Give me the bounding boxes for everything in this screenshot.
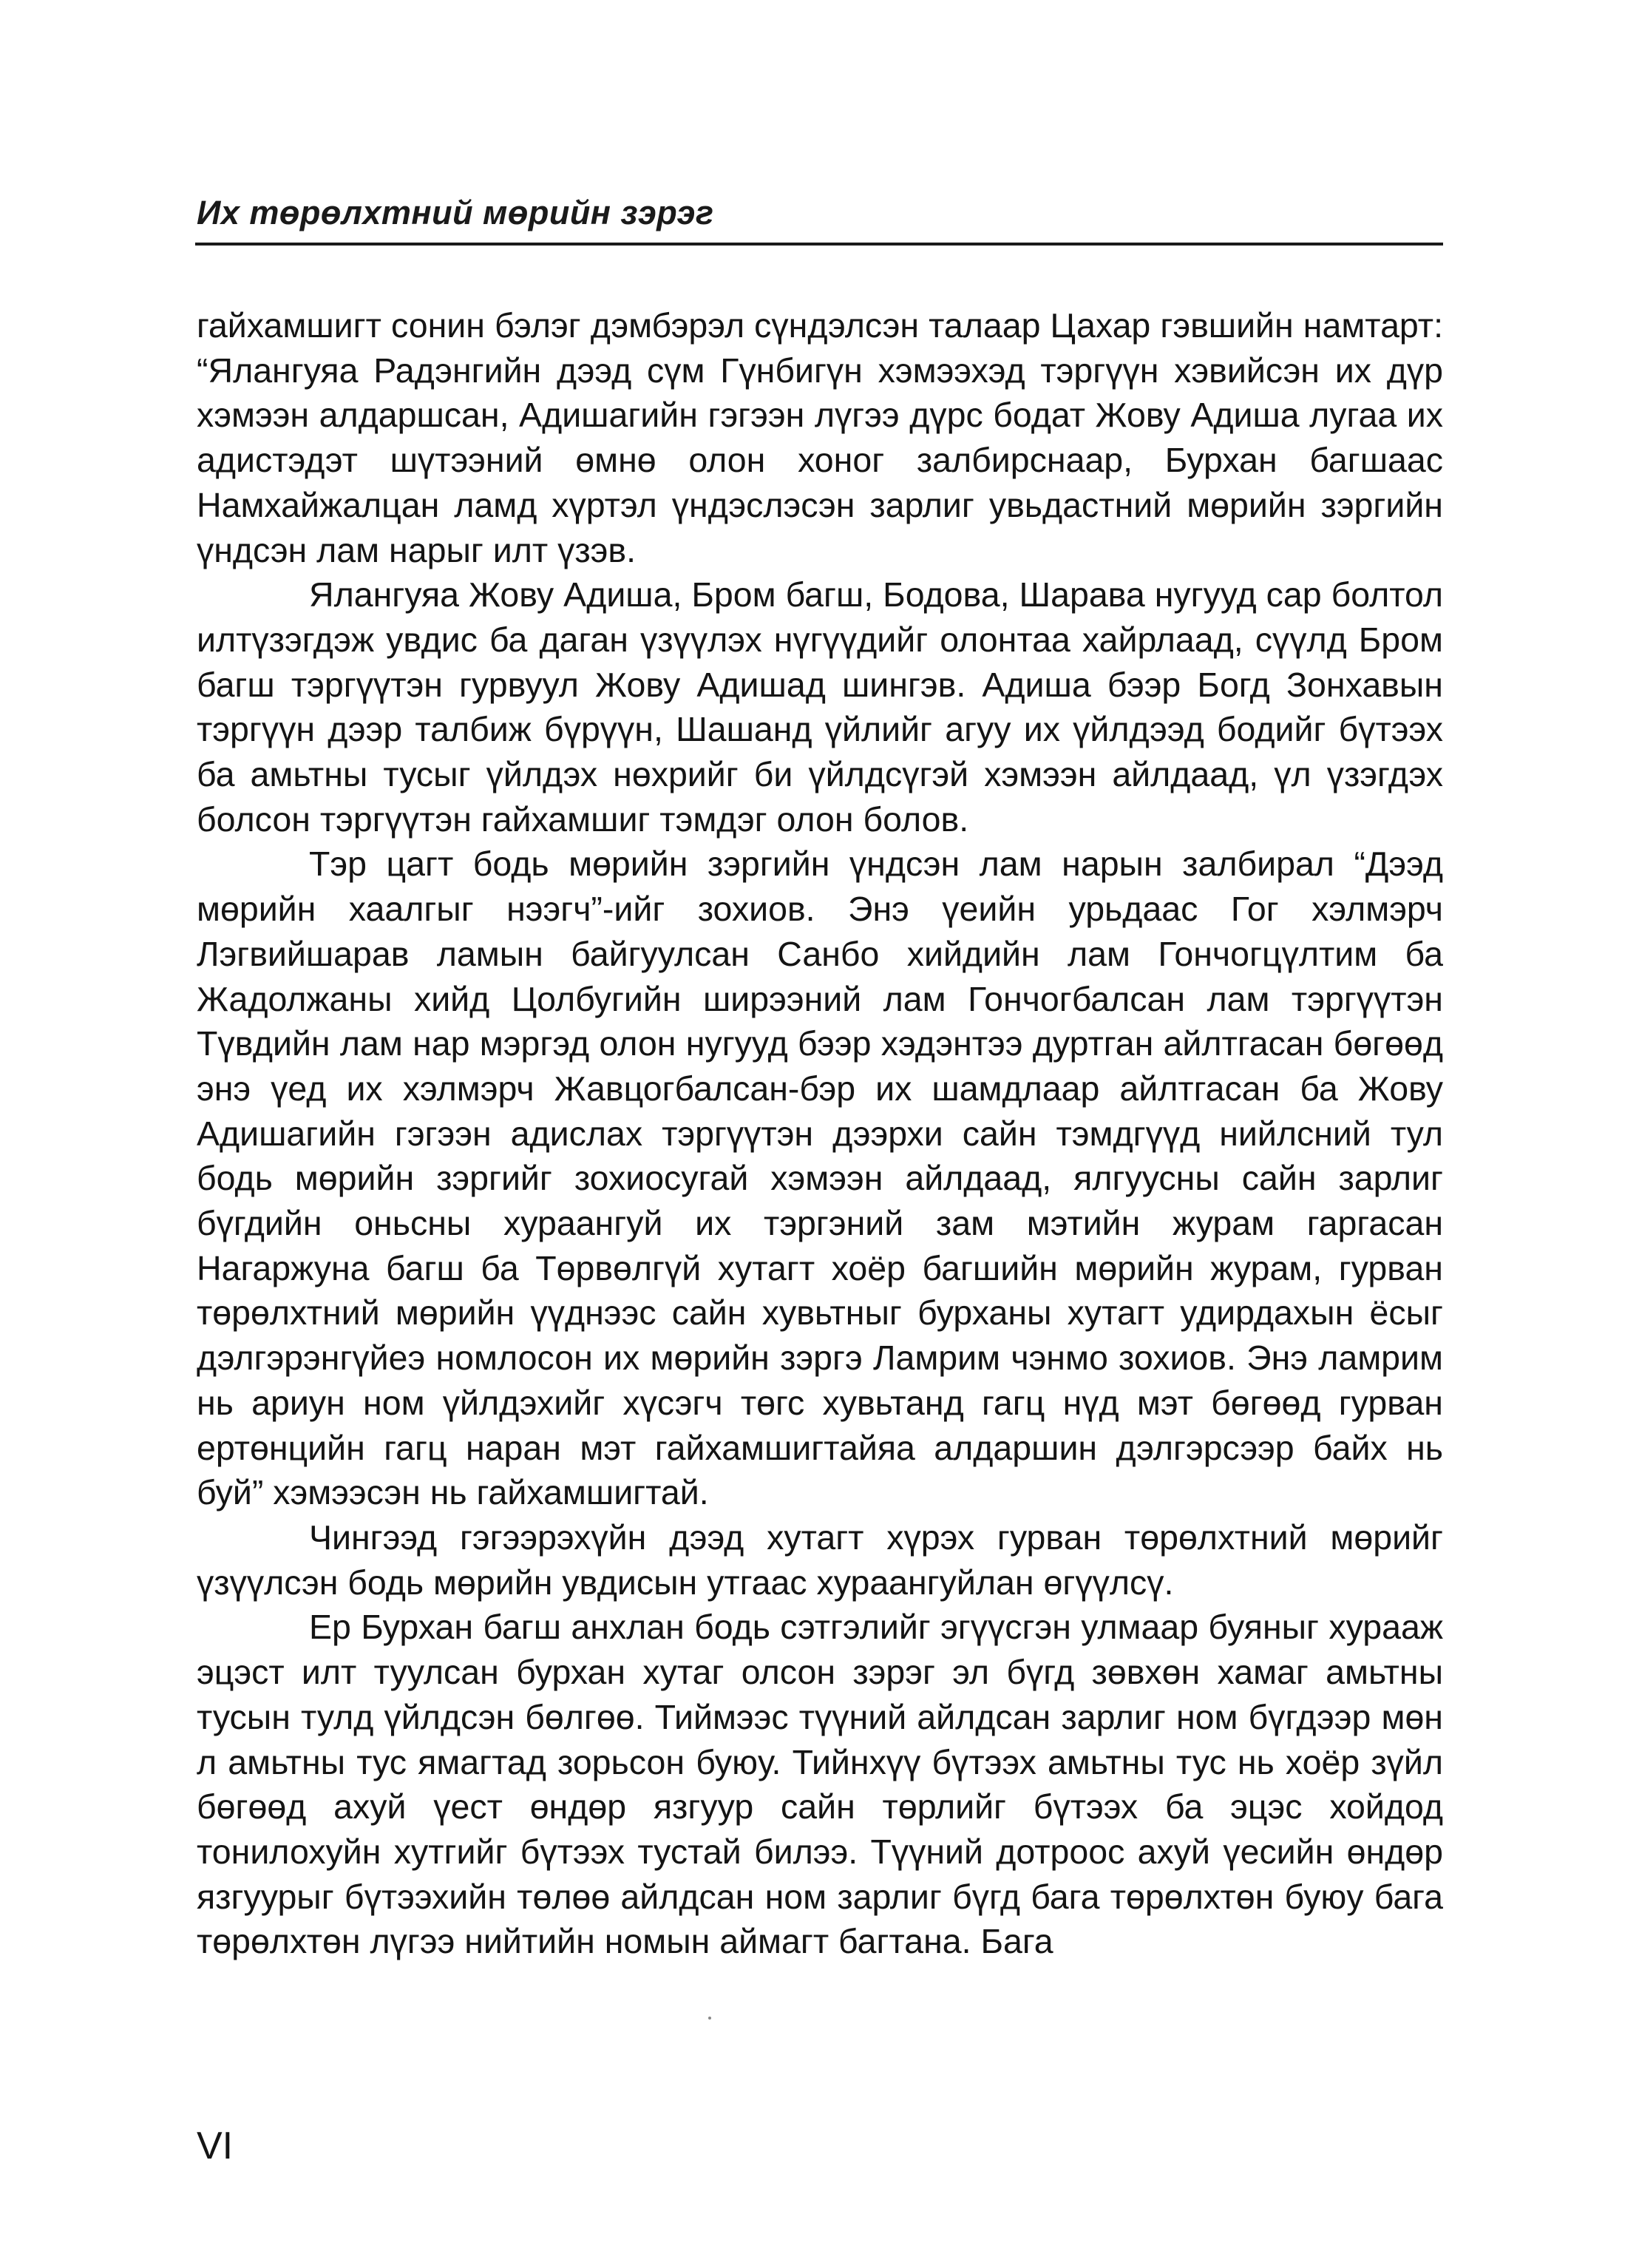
scan-speck xyxy=(708,2017,711,2020)
paragraph-1: гайхамшигт сонин бэлэг дэмбэрэл сүндэлсэн талаар Цахар гэвшийн намтарт: “Ялангуяа Радэнгийн дээд сүм Гүнбигүн хэмээхэд тэргүүн хэвийсэн их дүр хэмээн алдаршсан, Адишагийн гэгээн лүгээ дүрс бодат Жову Адиша лугаа их адистэдэт шүтээний өмнө олон хоног залбирснаар, Бурхан багшаас Намхайжалцан ламд хүртэл үндэслэсэн зарлиг увьдастний мөрийн зэргийн үндсэн лам нарыг илт үзэв. xyxy=(197,306,1443,569)
header-rule xyxy=(195,243,1443,246)
page-number: VI xyxy=(197,2125,234,2167)
running-header: Их төрөлхтний мөрийн зэрэг xyxy=(197,194,714,231)
paragraph-4: Чингээд гэгээрэхүйн дээд хутагт хүрэх гурван төрөлхтний мөрийг үзүүлсэн бодь мөрийн увдисын утгаас хураангуйлан өгүүлсү. xyxy=(197,1517,1443,1602)
paragraph-5: Ер Бурхан багш анхлан бодь сэтгэлийг эгүүсгэн улмаар буяныг хурааж эцэст илт туулсан бурхан хутаг олсон зэрэг эл бүгд зөвхөн хамаг амьтны тусын тулд үйлдсэн бөлгөө. Тиймээс түүний айлдсан зарлиг ном бүгдээр мөн л амьтны тус ямагтад зорьсон буюу. Тийнхүү бүтээх амьтны тус нь хоёр зүйл бөгөөд ахуй үест өндөр язгуур сайн төрлийг бүтээх ба эцэс хойдод тонилохуйн хутгийг бүтээх тустай билээ. Түүний дотроос ахуй үесийн өндөр язгуурыг бүтээхийн төлөө айлдсан ном зарлиг бүгд бага төрөлхтөн буюу бага төрөлхтөн лүгээ нийтийн номын аймагт багтана. Бага xyxy=(197,1608,1443,1961)
paragraph-3: Тэр цагт бодь мөрийн зэргийн үндсэн лам нарын залбирал “Дээд мөрийн хаалгыг нээгч”-ийг зохиов. Энэ үеийн урьдаас Гог хэлмэрч Лэгвийшарав ламын байгуулсан Санбо хийдийн лам Гончогцүлтим ба Жадолжаны хийд Цолбугийн ширээний лам Гончогбалсан лам тэргүүтэн Түвдийн лам нар мэргэд олон нугууд бээр хэдэнтээ дуртган айлтгасан бөгөөд энэ үед их хэлмэрч Жавцогбалсан-бэр их шамдлаар айлтгасан ба Жову Адишагийн гэгээн адислах тэргүүтэн дээрхи сайн тэмдгүүд нийлсний тул бодь мөрийн зэргийг зохиосугай хэмээн айлдаад, ялгуусны сайн зарлиг бүгдийн оньсны хураангуй их тэргэний зам мэтийн журам гаргасан Нагаржуна багш ба Төрвөлгүй хутагт хоёр багшийн мөрийн журам, гурван төрөлхтний мөрийн үүднээс сайн хувьтныг бурханы хутагт удирдахын ёсыг дэлгэрэнгүйеэ номлосон их мөрийн зэргэ Ламрим чэнмо зохиов. Энэ ламрим нь ариун ном үйлдэхийг хүсэгч төгс хувьтанд гагц нүд мэт бөгөөд гурван ертөнцийн гагц наран мэт гайхамшигтайяа алдаршин дэлгэрсээр байх нь буй” хэмээсэн нь гайхамшигтай. xyxy=(197,844,1443,1512)
body-text xyxy=(197,303,1443,1964)
paragraph-2: Ялангуяа Жову Адиша, Бром багш, Бодова, Шарава нугууд сар болтол илтүзэгдэж увдис ба даган үзүүлэх нүгүүдийг олонтаа хайрлаад, сүүлд Бром багш тэргүүтэн гурвуул Жову Адишад шингэв. Адиша бээр Богд Зонхавын тэргүүн дээр талбиж бүрүүн, Шашанд үйлийг агуу их үйлдээд бодийг бүтээх ба амьтны тусыг үйлдэх нөхрийг би үйлдсүгэй хэмээн айлдаад, үл үзэгдэх болсон тэргүүтэн гайхамшиг тэмдэг олон болов. xyxy=(197,575,1443,839)
